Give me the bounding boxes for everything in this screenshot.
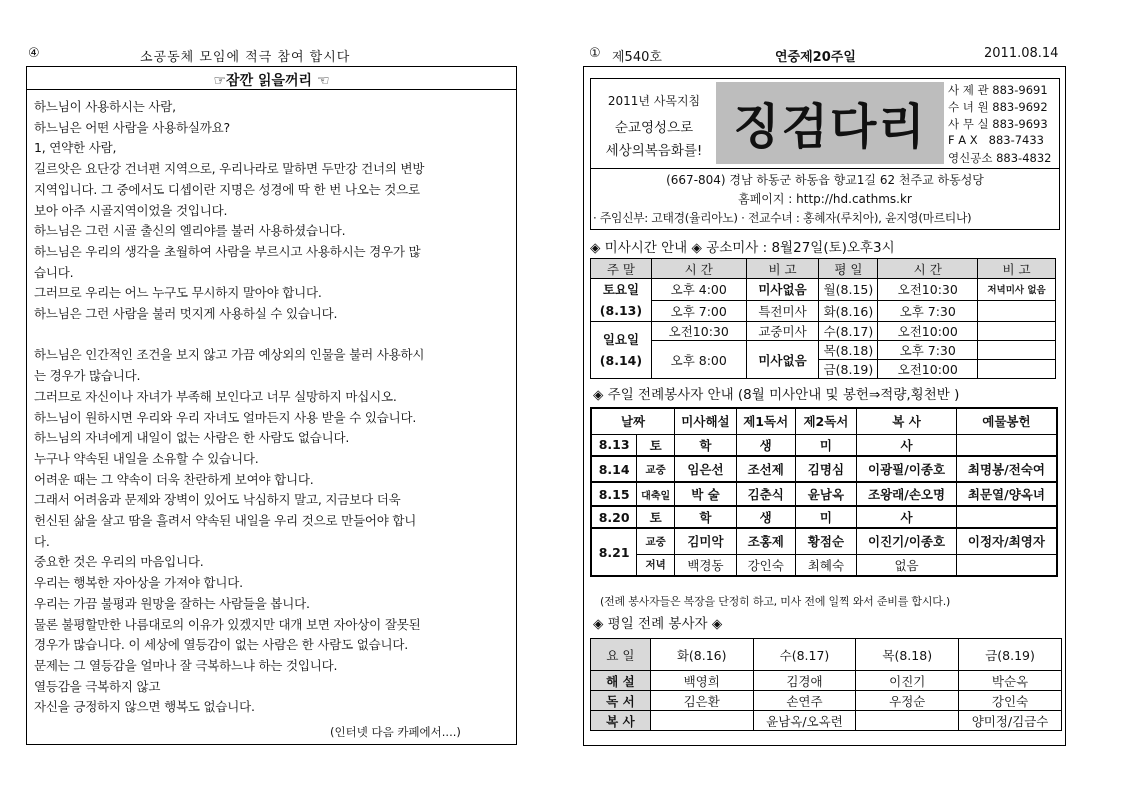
server-cell: 없음 bbox=[857, 554, 957, 576]
reading-line: 그래서 어려움과 문제와 장벽이 있어도 낙심하지 말고, 지금보다 더욱 bbox=[34, 492, 401, 508]
reading-line: 어려운 때는 그 약속이 더욱 찬란하게 보여야 합니다. bbox=[34, 471, 314, 487]
header-commentary: 미사해설 bbox=[675, 408, 737, 434]
header-note: 비 고 bbox=[978, 259, 1056, 279]
mass-note: 미사없음 bbox=[746, 341, 819, 379]
weekday-cell: 우정순 bbox=[856, 691, 959, 711]
mass-note: 특전미사 bbox=[746, 300, 819, 322]
server-cell: 강인숙 bbox=[736, 554, 795, 576]
server-cell: 박 술 bbox=[675, 482, 737, 506]
issue-date: 2011.08.14 bbox=[984, 46, 1059, 61]
weekday-note: 저녁미사 없음 bbox=[978, 279, 1056, 301]
newsletter-logo: 징검다리 bbox=[733, 99, 927, 155]
reading-line: 하느님은 인간적인 조건을 보지 않고 가끔 예상외의 인물을 불러 사용하시 bbox=[34, 347, 425, 363]
page-number-right: ① bbox=[589, 46, 601, 61]
reading-line: 누구나 약속된 내일을 소유할 수 있습니다. bbox=[34, 450, 259, 466]
reading-line: 하느님이 원하시면 우리와 우리 자녀도 얼마든지 사용 받을 수 있습니다. bbox=[34, 409, 417, 425]
server-cell: 생 bbox=[736, 434, 795, 456]
weekday-time: 오후 7:30 bbox=[878, 300, 978, 322]
guideline-line-1: 순교영성으로 bbox=[614, 120, 694, 136]
server-cell: 미 bbox=[795, 434, 857, 456]
server-date: 8.20 bbox=[591, 506, 637, 528]
contact-line: 사 제 관 883-9691 bbox=[948, 83, 1048, 97]
weekday-cell: 강인숙 bbox=[959, 691, 1062, 711]
contact-line: 수 녀 원 883-9692 bbox=[948, 100, 1048, 114]
weekday-cell bbox=[650, 711, 753, 731]
mass-time-table bbox=[590, 258, 1056, 379]
mass-note: 미사없음 bbox=[746, 279, 819, 301]
reading-line: 지역입니다. 그 중에서도 디셉이란 지명은 성경에 딱 한 번 나오는 것으로 bbox=[34, 181, 420, 197]
server-cell bbox=[956, 506, 1057, 528]
address: (667-804) 경남 하동군 하동읍 향교1길 62 천주교 하동성당 bbox=[666, 173, 984, 187]
server-tag: 저녁 bbox=[637, 554, 675, 576]
server-cell: 사 bbox=[857, 434, 957, 456]
sunday-servers-heading: ◈ 주일 전례봉사자 안내 (8월 미사안내 및 봉헌⇒적량,횡천반 ) bbox=[593, 387, 960, 403]
weekday-cell: 이진기 bbox=[856, 671, 959, 691]
weekday-cell: 김경애 bbox=[753, 671, 856, 691]
header-date: 날짜 bbox=[591, 408, 675, 434]
reading-line: 문제는 그 열등감을 얼마나 잘 극복하느냐 하는 것입니다. bbox=[34, 657, 338, 673]
mass-time: 오후 8:00 bbox=[651, 341, 746, 379]
weekday-date: 금(8.19) bbox=[819, 360, 878, 379]
header-weekday: 평 일 bbox=[819, 259, 878, 279]
weekday-cell: 윤남옥/오옥련 bbox=[753, 711, 856, 731]
contact-line: 사 무 실 883-9693 bbox=[948, 117, 1048, 131]
server-cell: 이광필/이종호 bbox=[857, 456, 957, 482]
reading-title: ☞잠깐 읽을꺼리 ☜ bbox=[213, 73, 330, 89]
weekday-role: 복 사 bbox=[591, 711, 651, 731]
weekday-cell: 백영희 bbox=[650, 671, 753, 691]
server-cell: 황점순 bbox=[795, 528, 857, 554]
weekday-note bbox=[978, 300, 1056, 322]
server-cell: 백경동 bbox=[675, 554, 737, 576]
reading-line: 하느님의 자녀에게 내일이 없는 사람은 한 사람도 없습니다. bbox=[34, 430, 350, 446]
servers-note: (전례 봉사자들은 복장을 단정히 하고, 미사 전에 일찍 와서 준비를 합시다.) bbox=[600, 595, 951, 608]
server-tag: 대축일 bbox=[637, 482, 675, 506]
staff-line: · 주임신부: 고태경(율리아노) · 전교수녀 : 홍혜자(루치아), 윤지영(마르티나) bbox=[593, 211, 972, 225]
mass-time: 오전10:30 bbox=[651, 322, 746, 341]
reading-line: 그러므로 자신이나 자녀가 부족해 보인다고 너무 실망하지 마십시오. bbox=[34, 388, 397, 404]
server-cell: 윤남옥 bbox=[795, 482, 857, 506]
homepage[interactable]: 홈페이지 : http://hd.cathms.kr bbox=[738, 192, 912, 206]
server-cell: 김미악 bbox=[675, 528, 737, 554]
reading-line: 1, 연약한 사람, bbox=[34, 140, 117, 156]
server-cell: 생 bbox=[736, 506, 795, 528]
server-cell: 조선제 bbox=[736, 456, 795, 482]
reading-line: 우리는 행복한 자아상을 가져야 합니다. bbox=[34, 575, 243, 591]
sunday-servers-table bbox=[590, 407, 1058, 577]
server-date: 8.21 bbox=[591, 528, 637, 576]
guideline-line-2: 세상의복음화를! bbox=[605, 143, 703, 159]
server-cell: 임은선 bbox=[675, 456, 737, 482]
issue-number: 제540호 bbox=[612, 50, 662, 65]
weekday-date: 목(8.18) bbox=[819, 341, 878, 360]
weekday-header: 화(8.16) bbox=[650, 639, 753, 671]
server-cell: 최혜숙 bbox=[795, 554, 857, 576]
saturday-cell: 토요일 (8.13) bbox=[591, 279, 652, 322]
reading-line: 그러므로 우리는 어느 누구도 무시하지 말아야 합니다. bbox=[34, 285, 322, 301]
server-cell: 최문열/양옥녀 bbox=[956, 482, 1057, 506]
server-tag: 토 bbox=[637, 506, 675, 528]
reading-line: 하느님은 우리의 생각을 초월하여 사람을 부르시고 사용하시는 경우가 많 bbox=[34, 243, 421, 259]
header-altar-server: 복 사 bbox=[857, 408, 957, 434]
server-tag: 교중 bbox=[637, 528, 675, 554]
page-number-left: ④ bbox=[28, 46, 40, 61]
slogan: 소공동체 모임에 적극 참여 합시다 bbox=[140, 50, 351, 65]
server-cell: 조왕래/손오명 bbox=[857, 482, 957, 506]
reading-line: 경우가 많습니다. 이 세상에 열등감이 없는 사람은 한 사람도 없습니다. bbox=[34, 637, 409, 653]
reading-line: 다. bbox=[34, 533, 50, 549]
reading-line: 자신을 긍정하지 않으면 행복도 없습니다. bbox=[34, 699, 255, 715]
header-offering: 예물봉헌 bbox=[956, 408, 1057, 434]
reading-line: 중요한 것은 우리의 마음입니다. bbox=[34, 554, 204, 570]
mass-note: 교중미사 bbox=[746, 322, 819, 341]
reading-line: 열등감을 극복하지 않고 bbox=[34, 678, 161, 694]
reading-line: 물론 불평할만한 나름대로의 이유가 있겠지만 대개 보면 자아상이 잘못된 bbox=[34, 616, 421, 632]
weekday-header: 수(8.17) bbox=[753, 639, 856, 671]
masthead-divider bbox=[590, 168, 1060, 169]
weekday-note bbox=[978, 360, 1056, 379]
server-date: 8.14 bbox=[591, 456, 637, 482]
weekday-note bbox=[978, 322, 1056, 341]
server-cell: 최명봉/전숙여 bbox=[956, 456, 1057, 482]
weekday-time: 오전10:00 bbox=[878, 322, 978, 341]
server-tag: 토 bbox=[637, 434, 675, 456]
header-weekend: 주 말 bbox=[591, 259, 652, 279]
server-cell: 김춘식 bbox=[736, 482, 795, 506]
server-cell bbox=[956, 554, 1057, 576]
server-cell: 학 bbox=[675, 506, 737, 528]
header-note: 비 고 bbox=[746, 259, 819, 279]
mass-time: 오후 4:00 bbox=[651, 279, 746, 301]
weekday-servers-heading: ◈ 평일 전례 봉사자 ◈ bbox=[593, 616, 723, 632]
server-cell bbox=[956, 434, 1057, 456]
reading-line: 헌신된 삶을 살고 땀을 흘려서 약속된 내일을 우리 것으로 만들어야 합니 bbox=[34, 513, 417, 528]
weekday-date: 수(8.17) bbox=[819, 322, 878, 341]
mass-time: 오후 7:00 bbox=[651, 300, 746, 322]
reading-line: 하느님은 그런 시골 출신의 엘리야를 불러 사용하셨습니다. bbox=[34, 223, 346, 239]
weekday-time: 오전10:30 bbox=[878, 279, 978, 301]
weekday-cell: 양미정/김금수 bbox=[959, 711, 1062, 731]
weekday-cell: 김은환 bbox=[650, 691, 753, 711]
reading-line: 는 경우가 많습니다. bbox=[34, 368, 141, 384]
weekday-servers-table bbox=[590, 638, 1062, 731]
weekday-header: 요 일 bbox=[591, 639, 651, 671]
server-cell: 이진기/이종호 bbox=[857, 528, 957, 554]
contact-line: F A X 883-7433 bbox=[948, 133, 1045, 147]
reading-line: 하느님은 어떤 사람을 사용하실까요? bbox=[34, 119, 230, 135]
reading-line: 하느님이 사용하시는 사람, bbox=[34, 99, 176, 114]
server-date: 8.13 bbox=[591, 434, 637, 456]
contact-line: 영신공소 883-4832 bbox=[948, 151, 1052, 165]
reading-line: 우리는 가끔 불평과 원망을 잘하는 사람들을 봅니다. bbox=[34, 595, 310, 611]
sunday-cell: 일요일 (8.14) bbox=[591, 322, 652, 379]
server-cell: 사 bbox=[857, 506, 957, 528]
server-cell: 학 bbox=[675, 434, 737, 456]
header-time: 시 간 bbox=[651, 259, 746, 279]
weekday-time: 오전10:00 bbox=[878, 360, 978, 379]
weekday-date: 화(8.16) bbox=[819, 300, 878, 322]
server-tag: 교중 bbox=[637, 456, 675, 482]
weekday-cell: 박순옥 bbox=[959, 671, 1062, 691]
mass-time-heading: ◈ 미사시간 안내 ◈ 공소미사 : 8월27일(토)오후3시 bbox=[590, 240, 895, 256]
weekday-note bbox=[978, 341, 1056, 360]
header-reading-2: 제2독서 bbox=[795, 408, 857, 434]
header-time: 시 간 bbox=[878, 259, 978, 279]
header-reading-1: 제1독서 bbox=[736, 408, 795, 434]
reading-line: 보아 아주 시골지역이었을 것입니다. bbox=[34, 202, 228, 218]
weekday-header: 목(8.18) bbox=[856, 639, 959, 671]
server-cell: 김명심 bbox=[795, 456, 857, 482]
weekday-cell bbox=[856, 711, 959, 731]
weekday-role: 해 설 bbox=[591, 671, 651, 691]
reading-line: 습니다. bbox=[34, 264, 74, 280]
reading-line: 길르앗은 요단강 건너편 지역으로, 우리나라로 말하면 두만강 건너의 변방 bbox=[34, 161, 425, 177]
weekday-date: 월(8.15) bbox=[819, 279, 878, 301]
server-cell: 조홍제 bbox=[736, 528, 795, 554]
server-date: 8.15 bbox=[591, 482, 637, 506]
guideline-year: 2011년 사목지침 bbox=[607, 94, 701, 108]
liturgical-week: 연중제20주일 bbox=[775, 50, 856, 65]
server-cell: 미 bbox=[795, 506, 857, 528]
weekday-cell: 손연주 bbox=[753, 691, 856, 711]
weekday-header: 금(8.19) bbox=[959, 639, 1062, 671]
source-note: (인터넷 다음 카페에서....) bbox=[330, 725, 461, 739]
weekday-time: 오후 7:30 bbox=[878, 341, 978, 360]
server-cell: 이정자/최영자 bbox=[956, 528, 1057, 554]
weekday-role: 독 서 bbox=[591, 691, 651, 711]
reading-line: 하느님은 그런 사람을 불러 멋지게 사용하실 수 있습니다. bbox=[34, 306, 338, 321]
